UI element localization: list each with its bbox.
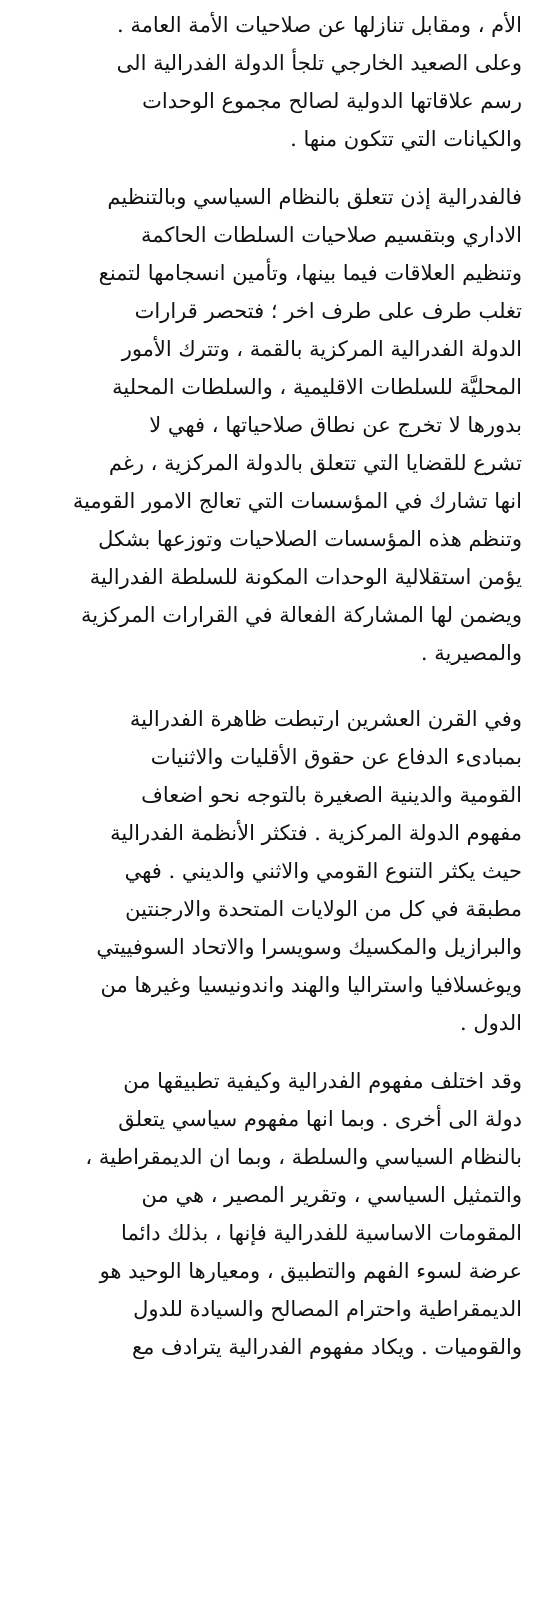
paragraph-4: وقد اختلف مفهوم الفدرالية وكيفية تطبيقها من دولة الى أخرى . وبما انها مفهوم سياسي يتعلق بالنظام السياسي والسلطة ، وبما ان الديمقراطية ، والتمثيل السياسي ، وتقرير المصير ، هي من المقومات الاساسية للفدرالية فإنها ، بذلك دائما عرضة لسوء الفهم والتطبيق ، ومعيارها الوحيد هو الديمقراطية واحترام المصالح والسيادة للدول والقوميات . ويكاد مفهوم الفدرالية يترادف مع — [85, 1069, 522, 1359]
paragraph-2: فالفدرالية إذن تتعلق بالنظام السياسي وبالتنظيم الاداري وبتقسيم صلاحيات السلطات الحاكمة وتنظيم العلاقات فيما بينها، وتأمين انسجامها لتمنع تغلب طرف على طرف اخر ؛ فتحصر قرارات الدولة الفدرالية المركزية بالقمة ، وتترك الأمور المحليَّة للسلطات الاقليمية ، والسلطات المحلية بدورها لا تخرج عن نطاق صلاحياتها ، فهي لا تشرع للقضايا التي تتعلق بالدولة المركزية ، رغم انها تشارك في المؤسسات التي تعالج الامور القومية وتنظم هذه المؤسسات الصلاحيات وتوزعها بشكل يؤمن استقلالية الوحدات المكونة للسلطة الفدرالية ويضمن لها المشاركة الفعالة في القرارات المركزية والمصيرية . — [72, 185, 522, 665]
paragraph-3: وفي القرن العشرين ارتبطت ظاهرة الفدرالية بمبادىء الدفاع عن حقوق الأقليات والاثنيات القومية والدينية الصغيرة بالتوجه نحو اضعاف مفهوم الدولة المركزية . فتكثر الأنظمة الفدرالية حيث يكثر التنوع القومي والاثني والديني . فهي مطبقة في كل من الولايات المتحدة والارجنتين والبرازيل والمكسيك وسويسرا والاتحاد السوفييتي ويوغسلافيا واستراليا والهند واندونيسيا وغيرها من الدول . — [96, 707, 522, 1035]
paragraph-1: الأم ، ومقابل تنازلها عن صلاحيات الأمة العامة . وعلى الصعيد الخارجي تلجأ الدولة الفدرالية الى رسم علاقاتها الدولية لصالح مجموع الوحدات والكيانات التي تتكون منها . — [116, 13, 522, 151]
